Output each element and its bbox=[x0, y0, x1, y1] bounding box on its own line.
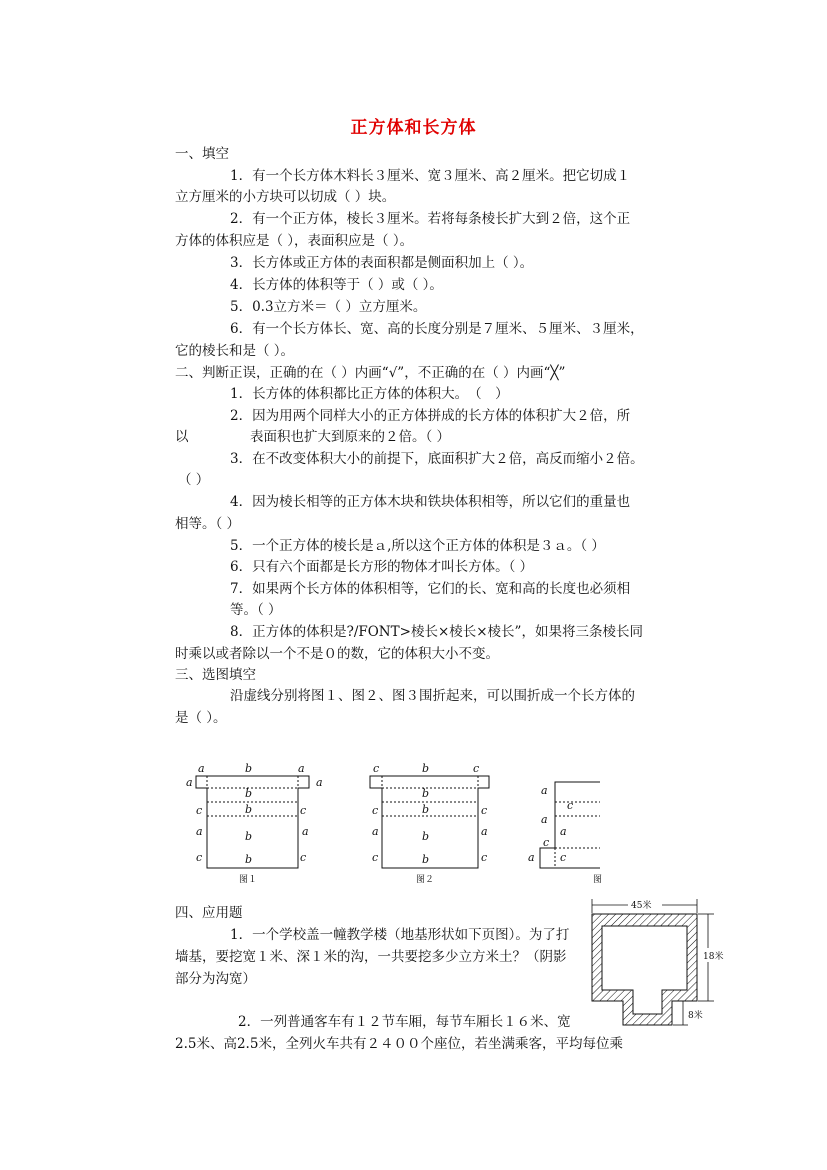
label-a: a bbox=[528, 851, 535, 864]
label-a: a bbox=[541, 813, 548, 826]
apply-line: 墙基，要挖宽１米、深１米的沟，一共要挖多少立方米土？（阴影 bbox=[175, 949, 567, 965]
label-c: c bbox=[196, 804, 203, 817]
label-c: c bbox=[560, 851, 567, 864]
label-a: a bbox=[541, 784, 548, 797]
apply-line: 2．一列普通客车有１２节车厢，每节车厢长１６米、宽 bbox=[238, 1014, 571, 1030]
figure-3-caption: 图 bbox=[593, 875, 603, 885]
label-c: c bbox=[567, 799, 574, 812]
judge-line: 6．只有六个面都是长方形的物体才叫长方体。（ ） bbox=[230, 559, 534, 575]
label-b: b bbox=[422, 787, 430, 800]
label-a: a bbox=[481, 825, 488, 838]
judge-line: 7．如果两个长方体的体积相等，它们的长、宽和高的长度也必须相 bbox=[230, 581, 631, 597]
label-a: a bbox=[316, 776, 323, 789]
label-c: c bbox=[300, 851, 307, 864]
figure-2 bbox=[370, 776, 489, 868]
label-c: c bbox=[300, 804, 307, 817]
label-a: a bbox=[196, 825, 203, 838]
label-c: c bbox=[372, 804, 379, 817]
fill-line: 5．0.3立方米＝（ ）立方厘米。 bbox=[230, 299, 427, 315]
label-c: c bbox=[196, 851, 203, 864]
label-c: c bbox=[373, 762, 380, 775]
plan-height-label: 18米 bbox=[703, 952, 724, 962]
apply-line: 2.5米、高2.5米，全列火车共有２４００个座位，若坐满乘客，平均每位乘 bbox=[175, 1036, 623, 1052]
judge-line: 1．长方体的体积都比正方体的体积大。 （ ） bbox=[230, 386, 509, 402]
judge-line: 以 bbox=[175, 429, 189, 445]
figure-3 bbox=[540, 782, 600, 868]
select-line: 沿虚线分别将图１、图２、图３围折起来，可以围折成一个长方体的 bbox=[230, 688, 635, 704]
select-line: 是（ ）。 bbox=[175, 710, 227, 726]
judge-line: 2．因为用两个同样大小的正方体拼成的长方体的体积扩大２倍，所 bbox=[230, 408, 631, 424]
apply-line: 1．一个学校盖一幢教学楼（地基形状如下页图）。为了打 bbox=[230, 927, 570, 943]
label-b: b bbox=[245, 830, 253, 843]
building-plan-figure bbox=[580, 893, 724, 1038]
figure-2-caption: 图２ bbox=[416, 875, 435, 885]
fill-line: 4．长方体的体积等于（ ）或（ ）。 bbox=[230, 277, 443, 293]
label-c: c bbox=[473, 762, 480, 775]
apply-line: 部分为沟宽） bbox=[175, 971, 256, 987]
label-a: a bbox=[372, 825, 379, 838]
label-b: b bbox=[245, 853, 253, 866]
label-a: a bbox=[198, 762, 205, 775]
label-c: c bbox=[481, 804, 488, 817]
label-b: b bbox=[422, 830, 430, 843]
section-2-heading: 二、判断正误，正确的在（ ）内画“√”，不正确的在（ ）内画“╳” bbox=[175, 365, 566, 381]
label-b: b bbox=[422, 803, 430, 816]
fill-line: 2．有一个正方体，棱长３厘米。若将每条棱长扩大到２倍，这个正 bbox=[230, 211, 631, 227]
judge-line: 等。（ ） bbox=[230, 602, 282, 618]
label-c: c bbox=[481, 851, 488, 864]
judge-line: 相等。（ ） bbox=[175, 516, 241, 532]
label-b: b bbox=[245, 762, 253, 775]
judge-line: 4．因为棱长相等的正方体木块和铁块体积相等，所以它们的重量也 bbox=[230, 494, 631, 510]
label-b: b bbox=[245, 787, 253, 800]
plan-width-label: 45米 bbox=[631, 901, 652, 911]
label-a: a bbox=[298, 762, 305, 775]
fill-line: 3．长方体或正方体的表面积都是侧面积加上（ ）。 bbox=[230, 255, 534, 271]
section-3-heading: 三、选图填空 bbox=[175, 667, 256, 683]
fill-line: 方体的体积应是（ ），表面积应是（ ）。 bbox=[175, 233, 414, 249]
label-b: b bbox=[422, 853, 430, 866]
figure-1 bbox=[196, 776, 309, 868]
label-a: a bbox=[302, 825, 309, 838]
plan-step-label: 8米 bbox=[688, 1011, 703, 1021]
label-b: b bbox=[422, 762, 430, 775]
fill-line: 6．有一个长方体长、宽、高的长度分别是７厘米、５厘米、３厘米， bbox=[230, 321, 644, 337]
judge-line: （ ） bbox=[178, 472, 210, 488]
judge-line: 时乘以或者除以一个不是０的数，它的体积大小不变。 bbox=[175, 646, 499, 662]
label-c: c bbox=[543, 836, 550, 849]
label-a: a bbox=[186, 776, 193, 789]
judge-line: 3．在不改变体积大小的前提下，底面积扩大２倍，高反而缩小２倍。 bbox=[230, 451, 644, 467]
page-title: 正方体和长方体 bbox=[350, 118, 477, 138]
unfold-figures bbox=[0, 760, 827, 890]
fill-line: 立方厘米的小方块可以切成（ ）块。 bbox=[175, 189, 396, 205]
figure-1-caption: 图１ bbox=[239, 875, 258, 885]
label-c: c bbox=[372, 851, 379, 864]
fill-line: 1．有一个长方体木料长３厘米、宽３厘米、高２厘米。把它切成１ bbox=[230, 168, 631, 184]
label-b: b bbox=[245, 803, 253, 816]
fill-line: 它的棱长和是（ ）。 bbox=[175, 343, 295, 359]
section-4-heading: 四、应用题 bbox=[175, 905, 243, 921]
judge-line: 5．一个正方体的棱长是ａ,所以这个正方体的体积是３ａ。（ ） bbox=[230, 538, 605, 554]
section-1-heading: 一、填空 bbox=[175, 146, 229, 162]
label-a: a bbox=[560, 825, 567, 838]
judge-line: 表面积也扩大到原来的２倍。（ ） bbox=[250, 429, 451, 445]
judge-line: 8．正方体的体积是?/FONT>棱长×棱长×棱长”，如果将三条棱长同 bbox=[230, 624, 643, 640]
